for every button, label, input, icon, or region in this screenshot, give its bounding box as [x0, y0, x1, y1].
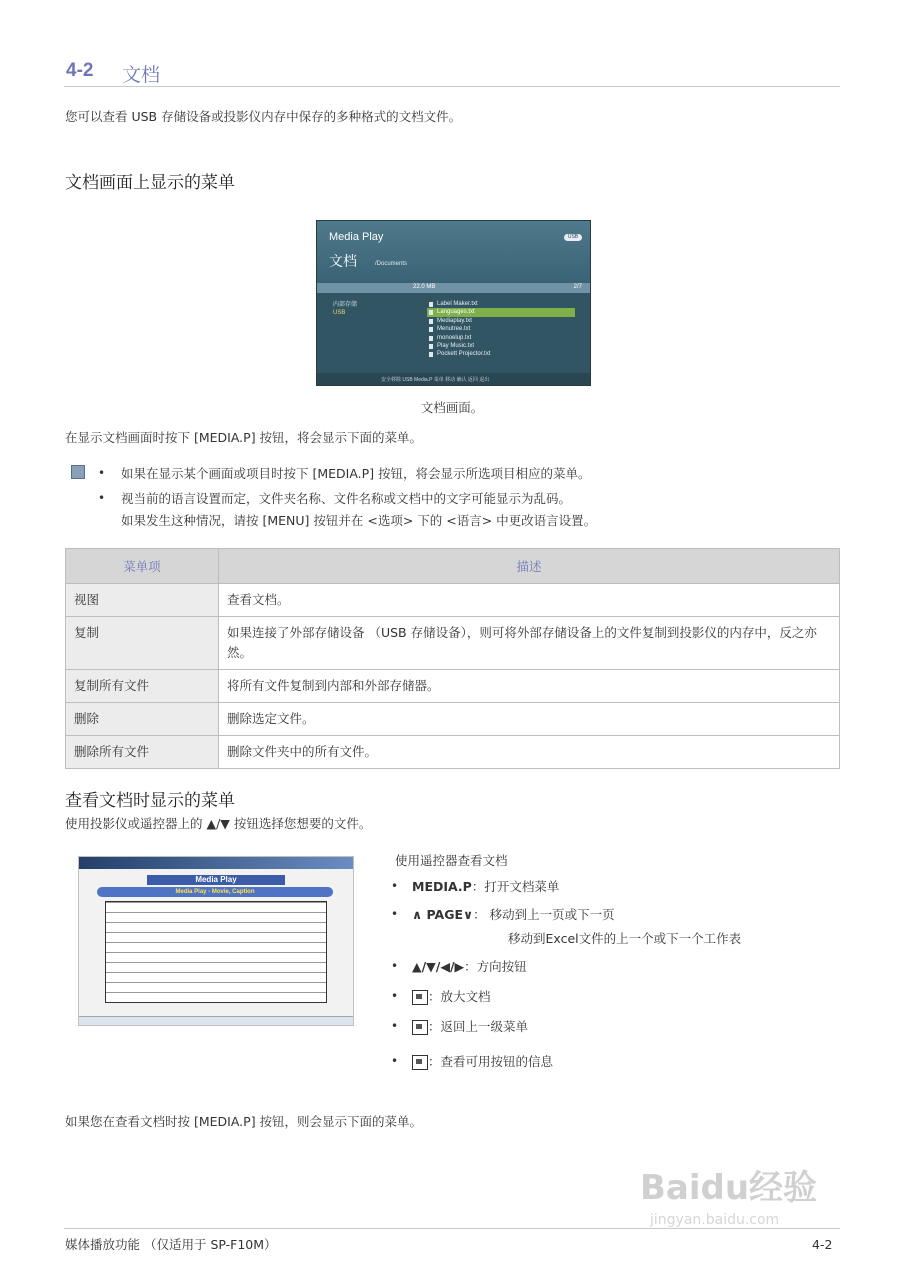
screenshot-caption: 文档画面。: [420, 400, 484, 415]
file-list: [427, 300, 575, 359]
row-desc: 删除选定文件。: [219, 703, 840, 736]
file-item[interactable]: Label Maker.txt: [427, 300, 575, 308]
source-list: [333, 301, 357, 317]
doc-caption: Media Play - Movie, Caption: [97, 887, 333, 897]
table-row: [66, 670, 840, 703]
screen-title: 文档: [329, 253, 357, 269]
document-view-screenshot: [78, 856, 354, 1026]
storage-size: 22.0 MB: [413, 284, 436, 290]
screen-path: /Documents: [375, 261, 408, 267]
page-indicator: 2/7: [573, 284, 582, 290]
file-item[interactable]: Mediaplay.txt: [427, 317, 575, 325]
row-desc: 将所有文件复制到内部和外部存储器。: [219, 670, 840, 703]
row-item: 复制: [66, 617, 219, 670]
remote-item: ：返回上一级菜单: [412, 1017, 528, 1035]
document-table-image: [105, 901, 327, 1003]
row-item: 视图: [66, 584, 219, 617]
press-instruction: 在显示文档画面时按下 [MEDIA.P] 按钮，将会显示下面的菜单。: [65, 430, 423, 445]
watermark-url: jingyan.baidu.com: [650, 1212, 780, 1228]
table-row: [66, 736, 840, 769]
remote-item: ：放大文档: [412, 987, 491, 1005]
menu-table: [65, 548, 840, 769]
file-item[interactable]: Pockett Projector.txt: [427, 350, 575, 358]
table-row: [66, 703, 840, 736]
row-item: 复制所有文件: [66, 670, 219, 703]
page-number: 4-2: [812, 1237, 833, 1252]
app-title: Media Play: [329, 231, 384, 243]
row-desc: 删除文件夹中的所有文件。: [219, 736, 840, 769]
footer-divider: [64, 1228, 840, 1229]
document-screen-screenshot: [316, 220, 591, 386]
note-1: 如果在显示某个画面或项目时按下 [MEDIA.P] 按钮，将会显示所选项目相应的菜单。: [121, 466, 591, 481]
table-row: [66, 584, 840, 617]
remote-title: 使用遥控器查看文档: [395, 853, 508, 868]
header-desc: 描述: [219, 549, 840, 584]
file-item[interactable]: Play Music.txt: [427, 342, 575, 350]
table-header: [66, 549, 840, 584]
remote-item: MEDIA.P：打开文档菜单: [412, 879, 560, 894]
source-internal[interactable]: 内部存储: [333, 302, 358, 308]
heading-view-menu: 查看文档时显示的菜单: [65, 791, 235, 811]
return-icon: [412, 1020, 428, 1035]
source-usb[interactable]: USB: [333, 310, 346, 316]
intro-text: 您可以查看 USB 存储设备或投影仪内存中保存的多种格式的文档文件。: [65, 109, 462, 124]
watermark-logo: Baidu经验: [640, 1168, 818, 1208]
heading-menu-screen: 文档画面上显示的菜单: [65, 173, 235, 193]
file-item[interactable]: Menutree.txt: [427, 325, 575, 333]
note-2: 视当前的语言设置而定，文件夹名称、文件名称或文档中的文字可能显示为乱码。: [121, 491, 572, 506]
note-2b: 如果发生这种情况，请按 [MENU] 按钮并在 <选项> 下的 <语言> 中更改语言设置。: [121, 513, 597, 528]
file-item-selected[interactable]: Languages.txt: [427, 308, 575, 316]
screen-footer: 安全移除 USB Media.P 菜单 移动 确认 返回 退出: [381, 377, 490, 383]
remote-item: ：查看可用按钮的信息: [412, 1052, 553, 1070]
status-bar: [317, 283, 590, 293]
closing-text: 如果您在查看文档时按 [MEDIA.P] 按钮，则会显示下面的菜单。: [65, 1114, 423, 1129]
row-desc: 查看文档。: [219, 584, 840, 617]
doc-app-title: Media Play: [147, 875, 285, 885]
row-item: 删除所有文件: [66, 736, 219, 769]
view-intro: 使用投影仪或遥控器上的 ▲/▼ 按钮选择您想要的文件。: [65, 816, 372, 831]
info-icon: [412, 1055, 428, 1070]
section-number: 4-2: [66, 60, 94, 81]
row-desc: 如果连接了外部存储设备 （USB 存储设备），则可将外部存储设备上的文件复制到投影仪的内存中，反之亦然。: [219, 617, 840, 670]
note-icon: [71, 465, 85, 479]
table-row: [66, 617, 840, 670]
remote-item-sub: 移动到Excel文件的上一个或下一个工作表: [508, 931, 742, 946]
section-divider: [64, 86, 840, 87]
file-item[interactable]: monoelup.txt: [427, 334, 575, 342]
footer-left: 媒体播放功能 （仅适用于 SP-F10M）: [65, 1237, 277, 1252]
zoom-icon: [412, 990, 428, 1005]
header-item: 菜单项: [66, 549, 219, 584]
remote-item: ∧ PAGE∨： 移动到上一页或下一页: [412, 907, 615, 922]
remote-item: ▲/▼/◀/▶：方向按钮: [412, 959, 527, 974]
section-title: 文档: [122, 64, 161, 86]
usb-icon: USB: [564, 234, 582, 241]
row-item: 删除: [66, 703, 219, 736]
